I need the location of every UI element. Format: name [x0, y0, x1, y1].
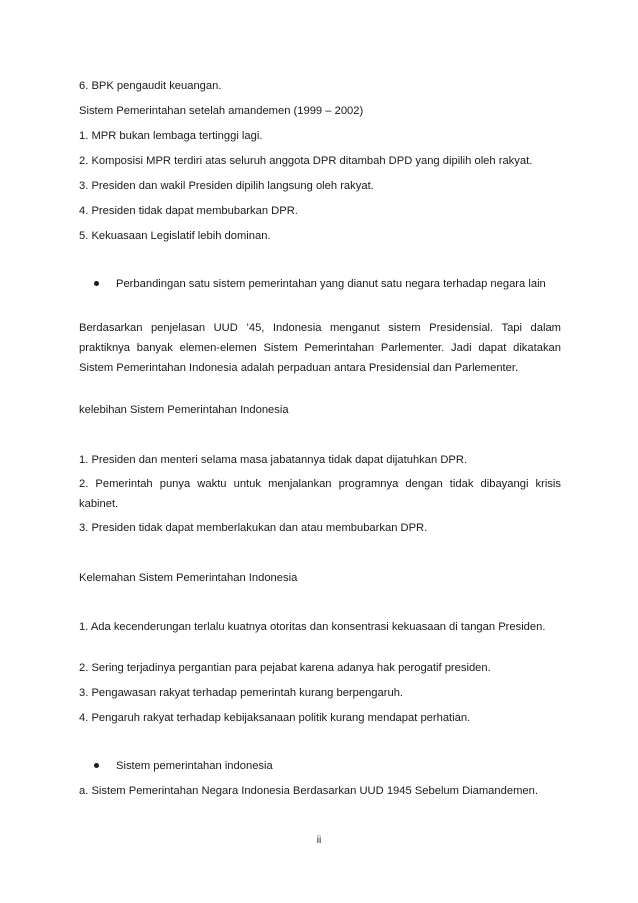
- list-item-presiden-dpr: 4. Presiden tidak dapat membubarkan DPR.: [79, 205, 298, 217]
- text-line-heading-amandemen: Sistem Pemerintahan setelah amandemen (1999 – 2002): [79, 105, 364, 117]
- text-line-sistem-sebelum-amandemen: a. Sistem Pemerintahan Negara Indonesia Berdasarkan UUD 1945 Sebelum Diamandemen.: [79, 785, 538, 797]
- bullet-icon: [94, 281, 99, 286]
- list-item-presiden-dipilih: 3. Presiden dan wakil Presiden dipilih langsung oleh rakyat.: [79, 180, 374, 192]
- bullet-sistem-pemerintahan: [94, 756, 561, 776]
- paragraph-penjelasan: Berdasarkan penjelasan UUD ’45, Indonesia menganut sistem Presidensial. Tapi dalam praktiknya banyak elemen-elemen Sistem Pemerintahan Parlementer. Jadi dapat dikatakan Sistem Pemerintahan Indonesia adalah perpaduan antara Presidensial dan Parlementer.: [79, 322, 561, 374]
- text-line-bpk: 6. BPK pengaudit keuangan.: [79, 80, 222, 92]
- kelemahan-item-3: 3. Pengawasan rakyat terhadap pemerintah kurang berpengaruh.: [79, 687, 404, 699]
- bullet-perbandingan-text: Perbandingan satu sistem pemerintahan yang dianut satu negara terhadap negara lain: [116, 278, 546, 290]
- heading-kelebihan: kelebihan Sistem Pemerintahan Indonesia: [79, 404, 289, 416]
- kelemahan-item-4: 4. Pengaruh rakyat terhadap kebijaksanaan politik kurang mendapat perhatian.: [79, 712, 471, 724]
- list-item-mpr: 1. MPR bukan lembaga tertinggi lagi.: [79, 130, 263, 142]
- kelebihan-item-1: 1. Presiden dan menteri selama masa jabatannya tidak dapat dijatuhkan DPR.: [79, 454, 468, 466]
- bullet-sistem-pemerintahan-text: Sistem pemerintahan indonesia: [116, 760, 273, 772]
- list-item-komposisi-mpr: 2. Komposisi MPR terdiri atas seluruh anggota DPR ditambah DPD yang dipilih oleh rakyat.: [79, 155, 533, 167]
- kelemahan-item-1: 1. Ada kecenderungan terlalu kuatnya otoritas dan konsentrasi kekuasaan di tangan Presiden.: [79, 621, 546, 633]
- kelebihan-item-3: 3. Presiden tidak dapat memberlakukan dan atau membubarkan DPR.: [79, 522, 428, 534]
- bullet-perbandingan: [94, 274, 561, 314]
- kelemahan-item-2: 2. Sering terjadinya pergantian para pejabat karena adanya hak perogatif presiden.: [79, 662, 491, 674]
- bullet-icon: [94, 763, 99, 768]
- list-item-legislatif: 5. Kekuasaan Legislatif lebih dominan.: [79, 230, 271, 242]
- page-number: ii: [316, 835, 322, 846]
- heading-kelemahan: Kelemahan Sistem Pemerintahan Indonesia: [79, 572, 298, 584]
- kelebihan-item-2: 2. Pemerintah punya waktu untuk menjalankan programnya dengan tidak dibayangi krisis kabinet.: [79, 478, 561, 510]
